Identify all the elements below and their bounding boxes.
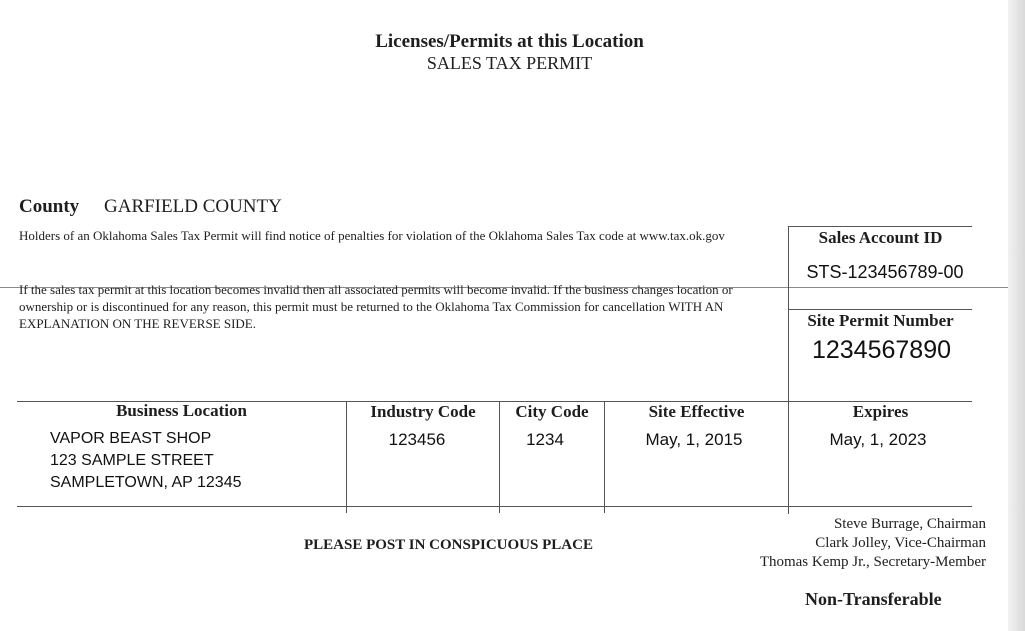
sales-account-id: STS-123456789-00 — [806, 262, 964, 282]
site-permit-number: 1234567890 — [811, 336, 952, 364]
expires-header: Expires — [852, 402, 909, 421]
business-location-header: Business Location — [116, 401, 247, 420]
page-title: Licenses/Permits at this Location — [375, 31, 644, 52]
account-box-top-border — [788, 226, 972, 227]
page-edge-shadow — [1008, 0, 1025, 631]
business-street: 123 SAMPLE STREET — [50, 452, 214, 469]
business-address — [50, 428, 242, 494]
business-city-state-zip: SAMPLETOWN, AP 12345 — [50, 474, 242, 491]
non-transferable-label: Non-Transferable — [805, 589, 942, 609]
commission-officers — [760, 515, 986, 572]
industry-code-value: 123456 — [388, 430, 446, 449]
site-permit-label: Site Permit Number — [807, 311, 954, 330]
site-effective-header: Site Effective — [648, 402, 745, 421]
invalidation-notice: If the sales tax permit at this location becomes invalid then all associated permits will become invalid. If the business changes location or ownership or is discontinued for any reason, this permit must be returned to the Oklahoma Tax Commission for cancellation WITH AN EXPLANATION ON THE REVERSE SIDE. — [19, 282, 733, 331]
penalty-notice: Holders of an Oklahoma Sales Tax Permit will find notice of penalties for violation of the Oklahoma Sales Tax code at www.tax.ok.gov — [19, 228, 725, 243]
officer-chairman: Steve Burrage, Chairman — [833, 516, 986, 532]
page-subtitle: SALES TAX PERMIT — [426, 53, 593, 73]
officer-secretary-member: Thomas Kemp Jr., Secretary-Member — [759, 554, 986, 570]
industry-code-header: Industry Code — [370, 402, 476, 421]
city-code-value: 1234 — [526, 430, 564, 449]
table-bottom-border — [17, 506, 972, 507]
expires-value: May, 1, 2023 — [829, 430, 927, 449]
city-code-header: City Code — [515, 402, 589, 421]
sales-account-label: Sales Account ID — [818, 228, 943, 247]
business-name: VAPOR BEAST SHOP — [50, 430, 212, 447]
officer-vice-chairman: Clark Jolley, Vice-Chairman — [815, 535, 986, 551]
county-label: County — [19, 196, 80, 217]
permit-box-top-border — [788, 309, 972, 310]
county-value: GARFIELD COUNTY — [104, 196, 282, 217]
post-notice: PLEASE POST IN CONSPICUOUS PLACE — [304, 537, 593, 553]
site-effective-value: May, 1, 2015 — [645, 430, 743, 449]
